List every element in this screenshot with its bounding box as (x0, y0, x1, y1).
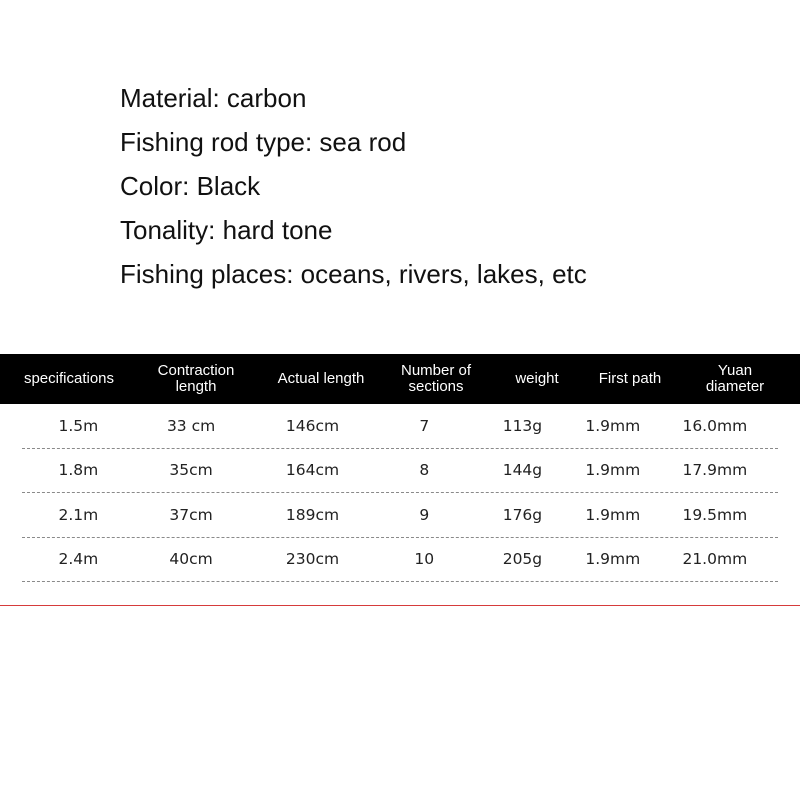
divider-line (0, 605, 800, 606)
cell-specification: 2.1m (58, 505, 99, 524)
cell-contraction-length: 37cm (169, 505, 213, 524)
cell-first-path: 1.9mm (585, 550, 641, 569)
cell-specification: 1.5m (58, 416, 99, 435)
cell-specification: 2.4m (58, 550, 99, 569)
cell-contraction-length: 40cm (169, 550, 213, 569)
table-row (22, 404, 778, 449)
header-weight: weight (515, 370, 559, 387)
cell-first-path: 1.9mm (585, 461, 641, 480)
cell-actual-length: 146cm (285, 416, 340, 435)
cell-first-path: 1.9mm (585, 505, 641, 524)
cell-sections: 10 (414, 550, 435, 569)
spec-rod-type: Fishing rod type: sea rod (120, 127, 407, 157)
cell-sections: 8 (419, 461, 430, 480)
table-body (0, 404, 800, 582)
header-number-of-sections: Number of sections (400, 362, 472, 395)
cell-specification: 1.8m (58, 461, 99, 480)
cell-sections: 9 (419, 505, 430, 524)
header-actual-length: Actual length (277, 370, 365, 387)
cell-yuan-diameter: 16.0mm (682, 416, 748, 435)
table-row (22, 538, 778, 583)
header-specifications: specifications (23, 370, 115, 387)
cell-actual-length: 189cm (285, 505, 340, 524)
spec-fishing-places: Fishing places: oceans, rivers, lakes, etc (120, 259, 587, 289)
table-row (22, 493, 778, 538)
spec-table (0, 354, 800, 582)
header-contraction-length: Contraction length (157, 362, 235, 395)
table-row (22, 449, 778, 494)
spec-material: Material: carbon (120, 83, 307, 113)
header-yuan-diameter: Yuan diameter (705, 362, 765, 395)
cell-first-path: 1.9mm (585, 416, 641, 435)
spec-tonality: Tonality: hard tone (120, 215, 333, 245)
cell-yuan-diameter: 17.9mm (682, 461, 748, 480)
spec-color: Color: Black (120, 171, 261, 201)
cell-weight: 205g (502, 550, 543, 569)
table-header (0, 354, 800, 404)
cell-weight: 176g (502, 505, 543, 524)
cell-contraction-length: 33 cm (166, 416, 216, 435)
cell-actual-length: 230cm (285, 550, 340, 569)
header-first-path: First path (598, 370, 662, 387)
cell-contraction-length: 35cm (169, 461, 213, 480)
cell-yuan-diameter: 21.0mm (682, 550, 748, 569)
product-spec-list (120, 76, 587, 296)
cell-yuan-diameter: 19.5mm (682, 505, 748, 524)
cell-actual-length: 164cm (285, 461, 340, 480)
cell-weight: 113g (502, 416, 543, 435)
cell-sections: 7 (419, 416, 430, 435)
cell-weight: 144g (502, 461, 543, 480)
